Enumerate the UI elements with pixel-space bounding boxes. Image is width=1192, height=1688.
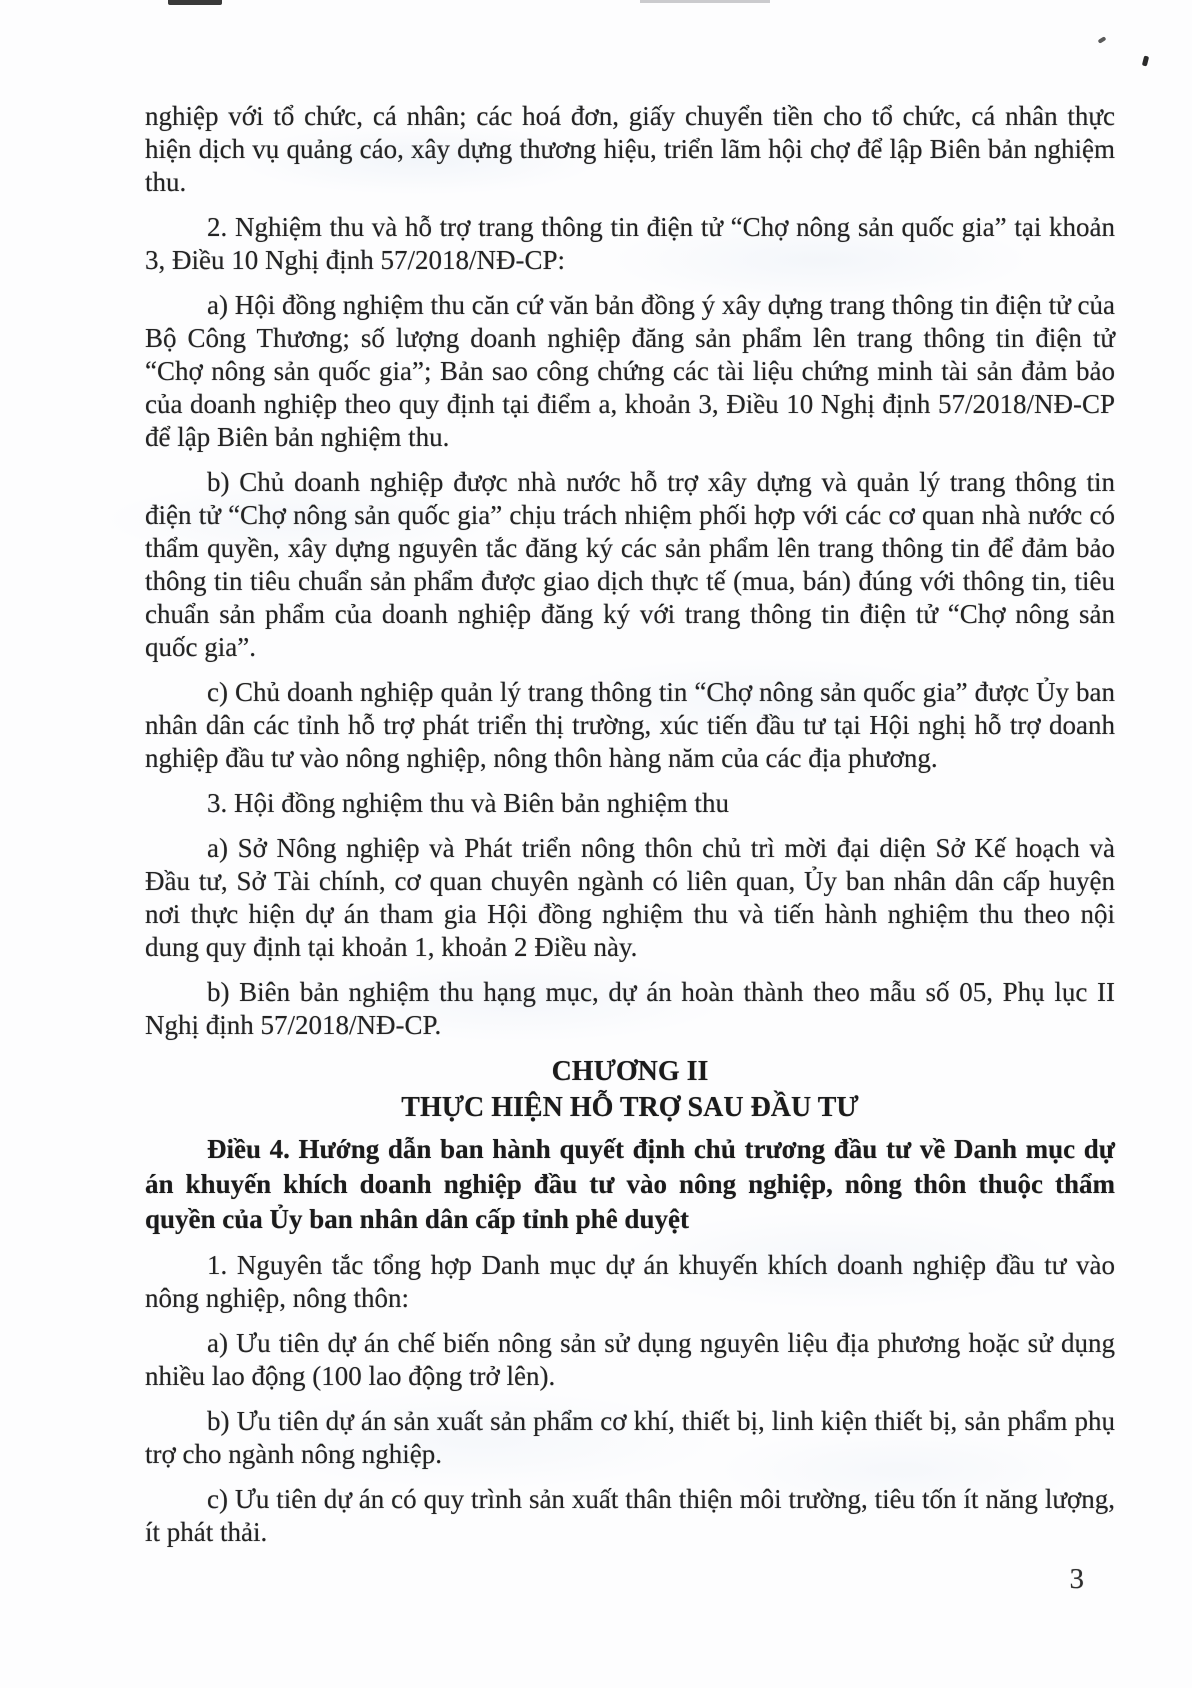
clause-3-heading: 3. Hội đồng nghiệm thu và Biên bản nghiệm thu — [207, 788, 729, 818]
article-4-heading: Điều 4. Hướng dẫn ban hành quyết định chủ trương đầu tư về Danh mục dự án khuyến khích doanh nghiệp đầu tư vào nông nghiệp, nông thôn thuộc thẩm quyền của Ủy ban nhân dân cấp tỉnh phê duyệt — [145, 1134, 1115, 1234]
chapter-2-label: CHƯƠNG II — [551, 1056, 709, 1087]
clause-2-intro: 2. Nghiệm thu và hỗ trợ trang thông tin điện tử “Chợ nông sản quốc gia” tại khoản 3, Điều 10 Nghị định 57/2018/NĐ-CP: — [145, 212, 1115, 275]
clause-3-point-b: b) Biên bản nghiệm thu hạng mục, dự án hoàn thành theo mẫu số 05, Phụ lục II Nghị định 57/2018/NĐ-CP. — [145, 977, 1115, 1040]
scanner-edge-artifact — [168, 0, 222, 5]
clause-3-point-a: a) Sở Nông nghiệp và Phát triển nông thôn chủ trì mời đại diện Sở Kế hoạch và Đầu tư, Sở Tài chính, cơ quan chuyên ngành có liên quan, Ủy ban nhân dân cấp huyện nơi thực hiện dự án tham gia Hội đồng nghiệm thu và tiến hành nghiệm thu theo nội dung quy định tại khoản 1, khoản 2 Điều này. — [145, 833, 1115, 962]
chapter-2-heading-block — [145, 1054, 1115, 1126]
chapter-2-title: THỰC HIỆN HỖ TRỢ SAU ĐẦU TƯ — [401, 1092, 859, 1123]
article-4-clause-1-point-a: a) Ưu tiên dự án chế biến nông sản sử dụng nguyên liệu địa phương hoặc sử dụng nhiều lao động (100 lao động trở lên). — [145, 1328, 1115, 1391]
page-number: 3 — [1069, 1563, 1084, 1595]
article-4-clause-1-point-b: b) Ưu tiên dự án sản xuất sản phẩm cơ khí, thiết bị, linh kiện thiết bị, sản phẩm phụ trợ cho ngành nông nghiệp. — [145, 1406, 1115, 1469]
clause-2-point-a: a) Hội đồng nghiệm thu căn cứ văn bản đồng ý xây dựng trang thông tin điện tử của Bộ Công Thương; số lượng doanh nghiệp đăng sản phẩm lên trang thông tin điện tử “Chợ nông sản quốc gia”; Bản sao công chứng các tài liệu chứng minh tài sản đảm bảo của doanh nghiệp theo quy định tại điểm a, khoản 3, Điều 10 Nghị định 57/2018/NĐ-CP để lập Biên bản nghiệm thu. — [145, 290, 1115, 452]
ink-speck — [1142, 56, 1149, 67]
ink-speck — [1098, 36, 1107, 44]
article-4-clause-1-point-c: c) Ưu tiên dự án có quy trình sản xuất thân thiện môi trường, tiêu tốn ít năng lượng, ít phát thải. — [145, 1484, 1115, 1547]
paragraph-continuation: nghiệp với tổ chức, cá nhân; các hoá đơn, giấy chuyển tiền cho tổ chức, cá nhân thực hiện dịch vụ quảng cáo, xây dựng thương hiệu, triển lãm hội chợ để lập Biên bản nghiệm thu. — [145, 101, 1115, 197]
scanner-edge-artifact — [640, 0, 770, 3]
clause-2-point-c: c) Chủ doanh nghiệp quản lý trang thông tin “Chợ nông sản quốc gia” được Ủy ban nhân dân các tỉnh hỗ trợ phát triển thị trường, xúc tiến đầu tư tại Hội nghị hỗ trợ doanh nghiệp đầu tư vào nông nghiệp, nông thôn hàng năm của các địa phương. — [145, 677, 1115, 773]
clause-2-point-b: b) Chủ doanh nghiệp được nhà nước hỗ trợ xây dựng và quản lý trang thông tin điện tử “Chợ nông sản quốc gia” chịu trách nhiệm phối hợp với các cơ quan nhà nước có thẩm quyền, xây dựng nguyên tắc đăng ký các sản phẩm lên trang thông tin để đảm bảo thông tin tiêu chuẩn sản phẩm được giao dịch thực tế (mua, bán) đúng với thông tin, tiêu chuẩn sản phẩm của doanh nghiệp đăng ký với trang thông tin điện tử “Chợ nông sản quốc gia”. — [145, 467, 1115, 662]
page-body — [145, 100, 1115, 1561]
article-4-clause-1-intro: 1. Nguyên tắc tổng hợp Danh mục dự án khuyến khích doanh nghiệp đầu tư vào nông nghiệp, nông thôn: — [145, 1250, 1115, 1313]
